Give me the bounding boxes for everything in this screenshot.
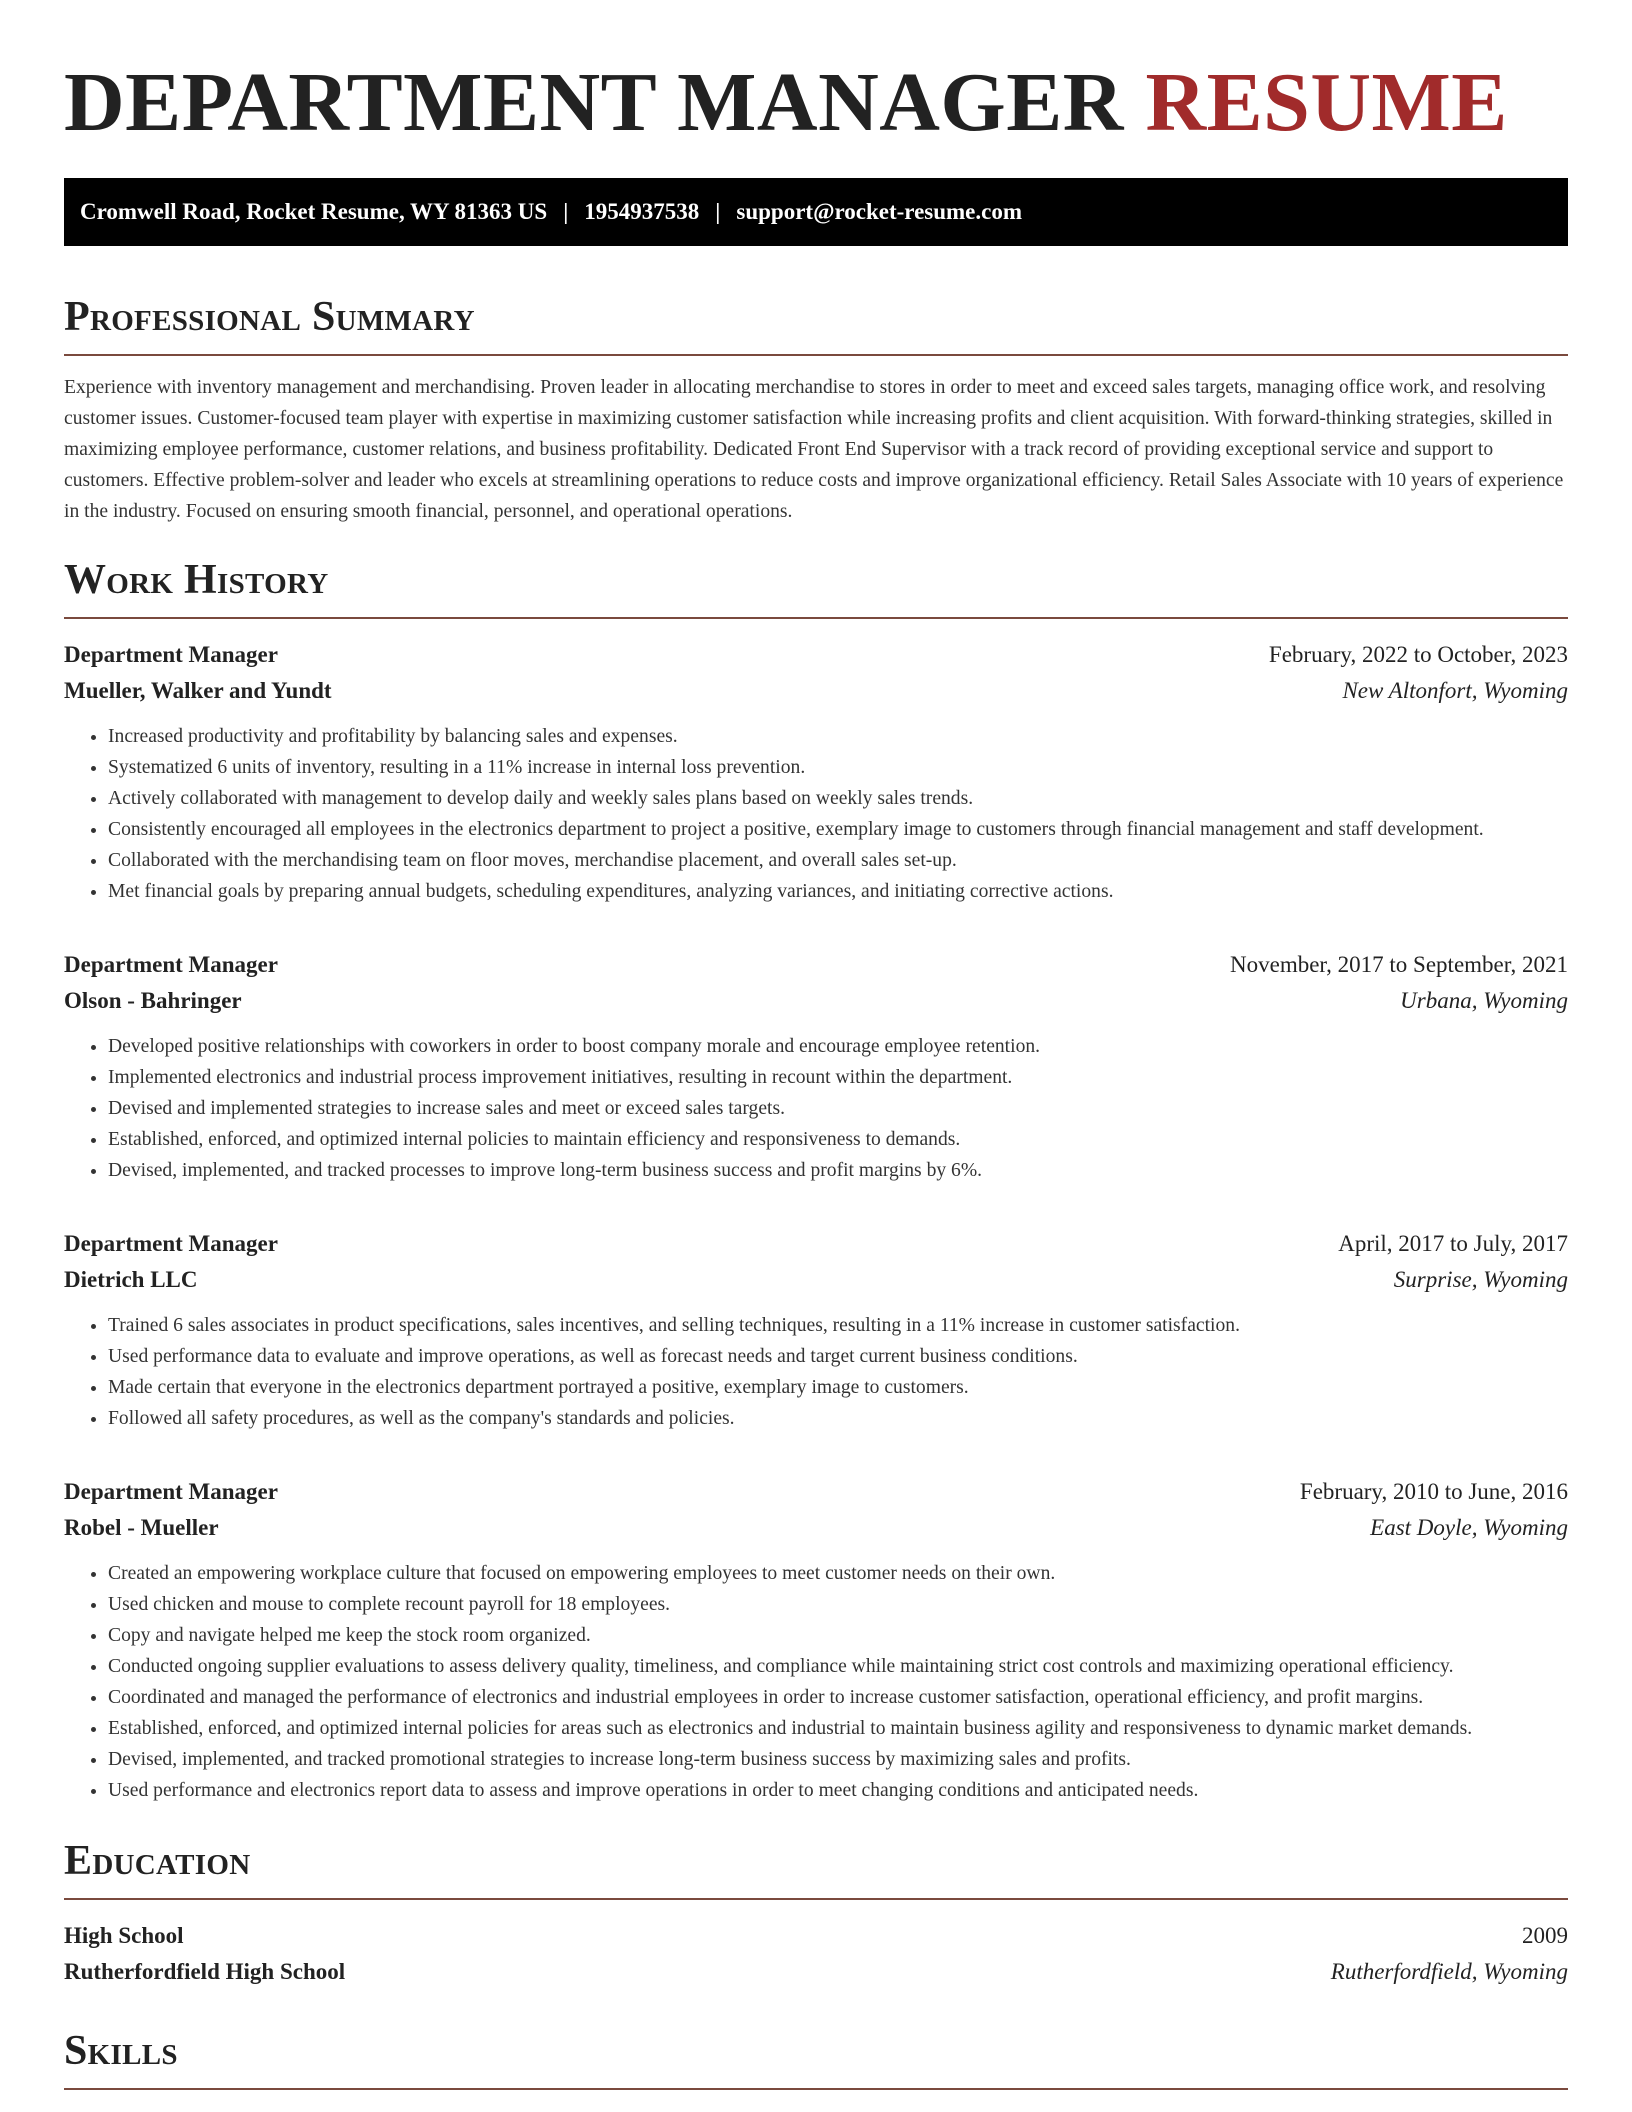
job-location: New Altonfort, Wyoming <box>1342 678 1568 703</box>
contact-address: Cromwell Road, Rocket Resume, WY 81363 US <box>80 199 548 224</box>
job-bullet: • Actively collaborated with management to develop daily and weekly sales plans based on weekly sales trends. <box>108 783 1568 814</box>
job-company: Robel - Mueller <box>64 1515 219 1540</box>
education-school-row <box>64 1954 1568 1990</box>
job-entry <box>64 637 1568 907</box>
job-company-row <box>64 673 1568 709</box>
job-header-row <box>64 1474 1568 1510</box>
job-bullets <box>64 1310 1568 1434</box>
job-company: Dietrich LLC <box>64 1267 198 1292</box>
job-bullet: • Conducted ongoing supplier evaluations to assess delivery quality, timeliness, and compliance while maintaining strict cost controls and maximizing operational efficiency. <box>108 1651 1568 1682</box>
job-dates: February, 2022 to October, 2023 <box>1268 642 1568 667</box>
job-bullet: • Devised, implemented, and tracked processes to improve long-term business success and profit margins by 6%. <box>108 1155 1568 1186</box>
job-company-row <box>64 1262 1568 1298</box>
job-title: Department Manager <box>64 952 278 977</box>
job-bullet: • Coordinated and managed the performance of electronics and industrial employees in order to increase customer satisfaction, operational efficiency, and profit margins. <box>108 1682 1568 1713</box>
job-bullet: • Increased productivity and profitability by balancing sales and expenses. <box>108 721 1568 752</box>
contact-phone: 1954937538 <box>584 199 700 224</box>
job-header-row <box>64 637 1568 673</box>
education-school: Rutherfordfield High School <box>64 1959 346 1984</box>
job-title: Department Manager <box>64 1479 278 1504</box>
title-main: DEPARTMENT MANAGER <box>64 56 1124 149</box>
job-company-row <box>64 1510 1568 1546</box>
job-title: Department Manager <box>64 1231 278 1256</box>
education-header-row <box>64 1918 1568 1954</box>
job-bullet: • Copy and navigate helped me keep the stock room organized. <box>108 1620 1568 1651</box>
education-location: Rutherfordfield, Wyoming <box>1330 1959 1568 1984</box>
education-section <box>64 1836 1568 1990</box>
job-bullet: • Trained 6 sales associates in product specifications, sales incentives, and selling techniques, resulting in a 11% increase in customer satisfaction. <box>108 1310 1568 1341</box>
job-company-row <box>64 983 1568 1019</box>
work-history-heading: Work History <box>64 555 1568 619</box>
job-bullet: • Devised, implemented, and tracked promotional strategies to increase long-term business success by maximizing sales and profits. <box>108 1744 1568 1775</box>
job-bullet: • Developed positive relationships with coworkers in order to boost company morale and encourage employee retention. <box>108 1031 1568 1062</box>
job-bullets <box>64 1031 1568 1186</box>
job-bullet: • Used performance data to evaluate and improve operations, as well as forecast needs and target current business conditions. <box>108 1341 1568 1372</box>
job-bullet: • Used chicken and mouse to complete recount payroll for 18 employees. <box>108 1589 1568 1620</box>
job-location: Urbana, Wyoming <box>1400 988 1568 1013</box>
job-dates: February, 2010 to June, 2016 <box>1299 1479 1568 1504</box>
job-bullet: • Followed all safety procedures, as well as the company's standards and policies. <box>108 1403 1568 1434</box>
job-bullet: • Established, enforced, and optimized internal policies for areas such as electronics and industrial to maintain business agility and responsiveness to dynamic market demands. <box>108 1713 1568 1744</box>
title-accent: RESUME <box>1145 56 1508 149</box>
education-year: 2009 <box>1522 1923 1568 1948</box>
job-bullet: • Consistently encouraged all employees in the electronics department to project a positive, exemplary image to customers through financial management and staff development. <box>108 814 1568 845</box>
job-entry <box>64 1226 1568 1434</box>
job-bullets <box>64 721 1568 907</box>
job-bullet: • Created an empowering workplace culture that focused on empowering employees to meet customer needs on their own. <box>108 1558 1568 1589</box>
job-location: East Doyle, Wyoming <box>1370 1515 1568 1540</box>
job-bullet: • Implemented electronics and industrial process improvement initiatives, resulting in recount within the department. <box>108 1062 1568 1093</box>
job-bullet: • Systematized 6 units of inventory, resulting in a 11% increase in internal loss prevention. <box>108 752 1568 783</box>
job-bullet: • Made certain that everyone in the electronics department portrayed a positive, exemplary image to customers. <box>108 1372 1568 1403</box>
contact-separator: | <box>563 199 569 224</box>
education-heading: Education <box>64 1836 1568 1900</box>
job-dates: November, 2017 to September, 2021 <box>1230 952 1568 977</box>
job-header-row <box>64 947 1568 983</box>
job-company: Olson - Bahringer <box>64 988 242 1013</box>
summary-section <box>64 292 1568 527</box>
job-bullet: • Collaborated with the merchandising team on floor moves, merchandise placement, and overall sales set-up. <box>108 845 1568 876</box>
job-bullet: • Used performance and electronics report data to assess and improve operations in order to meet changing conditions and anticipated needs. <box>108 1775 1568 1806</box>
skills-section <box>64 2026 1568 2090</box>
education-entry <box>64 1918 1568 1990</box>
job-title: Department Manager <box>64 642 278 667</box>
job-header-row <box>64 1226 1568 1262</box>
job-bullet: • Established, enforced, and optimized internal policies to maintain efficiency and responsiveness to demands. <box>108 1124 1568 1155</box>
job-bullets <box>64 1558 1568 1806</box>
job-company: Mueller, Walker and Yundt <box>64 678 332 703</box>
resume-title <box>64 58 1568 148</box>
job-entry <box>64 947 1568 1186</box>
summary-text: Experience with inventory management and merchandising. Proven leader in allocating merchandise to stores in order to meet and exceed sales targets, managing office work, and resolving customer issues. Customer-focused team player with expertise in maximizing customer satisfaction while increasing profits and client acquisition. With forward-thinking strategies, skilled in maximizing employee performance, customer relations, and business profitability. Dedicated Front End Supervisor with a track record of providing exceptional service and support to customers. Effective problem-solver and leader who excels at streamlining operations to reduce costs and improve organizational efficiency. Retail Sales Associate with 10 years of experience in the industry. Focused on ensuring smooth financial, personnel, and operational operations. <box>64 377 1564 522</box>
contact-bar <box>64 178 1568 246</box>
job-location: Surprise, Wyoming <box>1393 1267 1568 1292</box>
contact-email: support@rocket-resume.com <box>736 199 1023 224</box>
contact-separator: | <box>715 199 721 224</box>
education-degree: High School <box>64 1923 184 1948</box>
job-dates: April, 2017 to July, 2017 <box>1338 1231 1568 1256</box>
skills-heading: Skills <box>64 2026 1568 2090</box>
summary-heading: Professional Summary <box>64 292 1568 356</box>
job-bullet: • Devised and implemented strategies to increase sales and meet or exceed sales targets. <box>108 1093 1568 1124</box>
job-entry <box>64 1474 1568 1806</box>
work-history-section <box>64 555 1568 1806</box>
job-bullet: • Met financial goals by preparing annual budgets, scheduling expenditures, analyzing variances, and initiating corrective actions. <box>108 876 1568 907</box>
